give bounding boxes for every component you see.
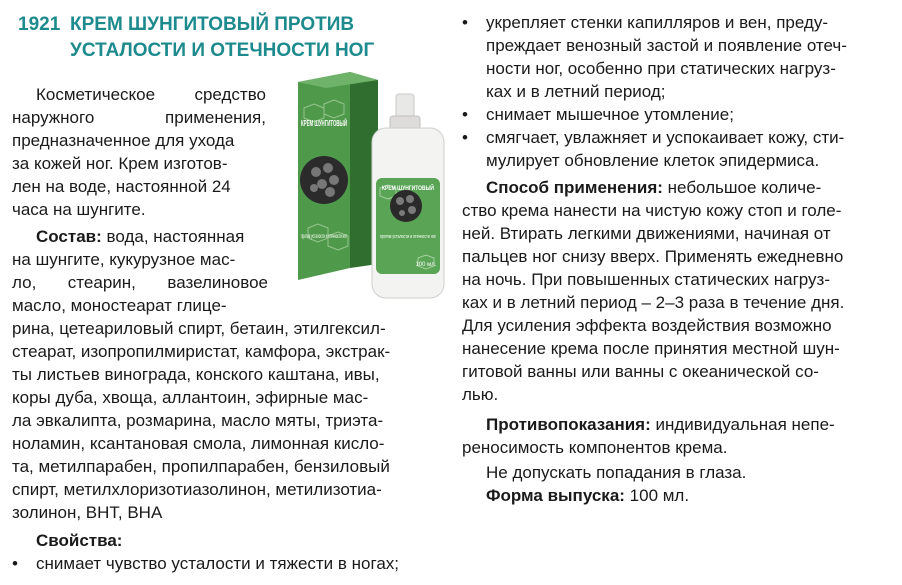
composition-line-2: на шунгите, кукурузное мас- [12, 250, 236, 269]
usage-line-5: на ночь. При повышенных статических нагруз- [462, 270, 830, 289]
property-capillaries-line-4: ках и в летний период; [486, 82, 666, 101]
usage-label: Способ применения: [486, 178, 663, 197]
composition-line-13: золинон, BHT, BHA [12, 503, 163, 522]
bullet-marker: • [462, 128, 468, 147]
box-sublabel: против усталости и отечности ног [301, 234, 348, 240]
composition-first-line [36, 226, 268, 248]
composition-line-6: стеарат, изопропилмиристат, камфора, экстрак- [12, 342, 391, 361]
page-title [18, 12, 448, 64]
form-label: Форма выпуска: [486, 486, 625, 505]
bottle-volume: 100 мл. [415, 262, 437, 268]
intro-line-3: предназначенное для ухода [12, 131, 235, 150]
composition-line-11: та, метилпарабен, пропилпарабен, бензиловый [12, 457, 390, 476]
product-number: 1921 [18, 14, 61, 35]
property-capillaries-line-2: преждает венозный застой и появление отеч- [486, 36, 847, 55]
bullet-marker: • [12, 554, 18, 573]
intro-line-5: лен на воде, настоянной 24 [12, 177, 231, 196]
intro-line-4: за кожей ног. Крем изготов- [12, 154, 228, 173]
property-capillaries-line-3: ности ног, особенно при статических нагруз- [486, 59, 836, 78]
usage-line-9: гитовой ванны или ванны с океанической со- [462, 362, 819, 381]
bottle-sublabel: против усталости и отечности ног [380, 234, 437, 240]
title-line-2: УСТАЛОСТИ И ОТЕЧНОСТИ НОГ [70, 40, 375, 61]
product-image [278, 68, 448, 298]
composition-line-12: спирт, метилхлоризотиазолинон, метилизотиа- [12, 480, 382, 499]
usage-line-8: нанесение крема после принятия местной шун- [462, 339, 840, 358]
contra-line-2: реносимость компонентов крема. [462, 438, 728, 457]
property-skin-line-2: мулирует обновление клеток эпидермиса. [486, 151, 820, 170]
bullet-marker: • [462, 105, 468, 124]
intro-line-6: часа на шунгите. [12, 200, 146, 219]
properties-label: Свойства: [36, 531, 123, 550]
box-label: КРЕМ ШУНГИТОВЫЙ [301, 119, 348, 128]
usage-line-10: лью. [462, 385, 499, 404]
contra-first-line [486, 414, 890, 436]
usage-line-4: пальцев ног снизу вверх. Применять ежедневно [462, 247, 844, 266]
property-capillaries-line-1: укрепляет стенки капилляров и вен, преду- [486, 13, 829, 32]
contra-label: Противопоказания: [486, 415, 651, 434]
intro-line-2: наружного применения, [12, 108, 266, 127]
composition-line-8: коры дуба, хвоща, аллантоин, эфирные мас- [12, 388, 369, 407]
composition-label: Состав: [36, 227, 102, 246]
property-skin-line-1: смягчает, увлажняет и успокаивает кожу, сти- [486, 128, 845, 147]
bullet-marker: • [462, 13, 468, 32]
intro-line-1: Косметическое средство [36, 85, 266, 104]
property-muscle: снимает мышечное утомление; [486, 105, 734, 124]
composition-line-3: ло, стеарин, вазелиновое [12, 273, 268, 292]
properties-item-1: снимает чувство усталости и тяжести в ногах; [36, 554, 400, 573]
composition-line-1: вода, настоянная [101, 227, 245, 246]
bottle-label: КРЕМ ШУНГИТОВЫЙ [382, 186, 445, 192]
form-line [486, 485, 890, 507]
usage-first-line [486, 177, 890, 199]
composition-line-9: ла эвкалипта, розмарина, масло мяты, триэта- [12, 411, 384, 430]
usage-line-2: ство крема нанести на чистую кожу стоп и голе- [462, 201, 842, 220]
title-line-1: КРЕМ ШУНГИТОВЫЙ ПРОТИВ [70, 14, 355, 35]
composition-line-7: ты листьев винограда, конского каштана, ивы, [12, 365, 380, 384]
usage-line-7: Для усиления эффекта воздействия возможно [462, 316, 832, 335]
composition-line-4: масло, моностеарат глице- [12, 296, 227, 315]
usage-line-6: ках и в летний период – 2–3 раза в течение дня. [462, 293, 845, 312]
eyes-warning: Не допускать попадания в глаза. [486, 463, 747, 482]
form-value: 100 мл. [624, 486, 690, 505]
usage-line-3: ней. Втирать легкими движениями, начиная от [462, 224, 831, 243]
contra-line-1: индивидуальная непе- [650, 415, 835, 434]
composition-line-5: рина, цетеариловый спирт, бетаин, этилгексил- [12, 319, 386, 338]
composition-line-10: ноламин, ксантановая смола, лимонная кисло- [12, 434, 385, 453]
usage-line-1: небольшое количе- [662, 178, 822, 197]
